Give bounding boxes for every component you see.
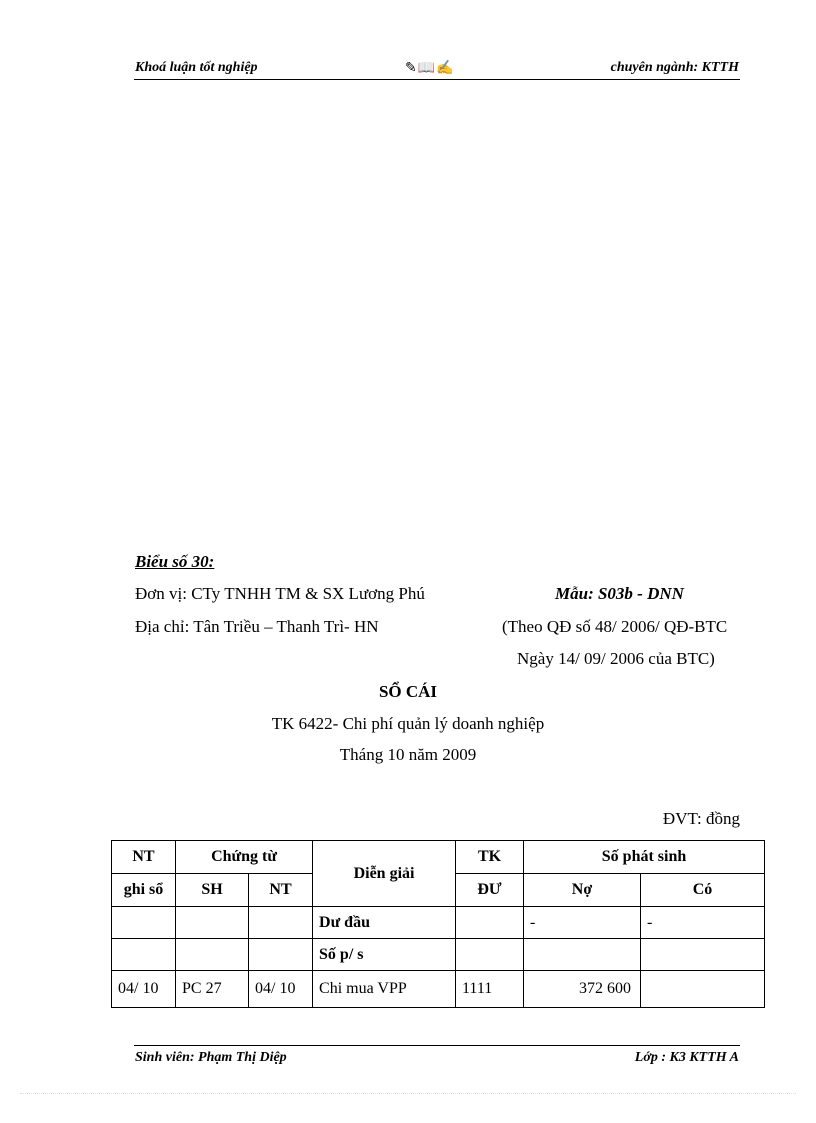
account-title: TK 6422- Chi phí quản lý doanh nghiệp bbox=[271, 714, 545, 733]
header-account: TK bbox=[456, 841, 524, 874]
page-edge-divider bbox=[20, 1093, 796, 1094]
header-description: Diễn giải bbox=[313, 841, 456, 907]
header-debit: Nợ bbox=[524, 874, 641, 907]
header-credit: Có bbox=[641, 874, 765, 907]
cell-date: 04/ 10 bbox=[112, 971, 176, 1008]
header-voucher-nt: NT bbox=[249, 874, 313, 907]
cell-nt bbox=[249, 907, 313, 939]
cell-sh bbox=[176, 907, 249, 939]
cell-description: Chi mua VPP bbox=[313, 971, 456, 1008]
cell-date bbox=[112, 939, 176, 971]
header-voucher: Chứng từ bbox=[176, 841, 313, 874]
cell-sh bbox=[176, 939, 249, 971]
cell-date bbox=[112, 907, 176, 939]
cell-description: Số p/ s bbox=[313, 939, 456, 971]
footer-student: Sinh viên: Phạm Thị Diệp bbox=[135, 1050, 287, 1065]
header-account-sub: ĐƯ bbox=[456, 874, 524, 907]
ledger-title: SỔ CÁI bbox=[378, 682, 438, 701]
cell-nt: 04/ 10 bbox=[249, 971, 313, 1008]
decision-line-1: (Theo QĐ số 48/ 2006/ QĐ-BTC bbox=[502, 617, 728, 636]
decision-line-2: Ngày 14/ 09/ 2006 của BTC) bbox=[517, 649, 715, 668]
cell-debit bbox=[524, 939, 641, 971]
header-voucher-sh: SH bbox=[176, 874, 249, 907]
form-label: Biểu số 30: bbox=[135, 552, 215, 571]
template-code: Mẫu: S03b - DNN bbox=[555, 584, 684, 603]
cell-account bbox=[456, 939, 524, 971]
table-row bbox=[112, 907, 765, 939]
header-rule bbox=[134, 79, 740, 80]
header-nt-sub: ghi sổ bbox=[112, 874, 176, 907]
address: Địa chỉ: Tân Triều – Thanh Trì- HN bbox=[135, 617, 379, 636]
footer-class: Lớp : K3 KTTH A bbox=[634, 1050, 739, 1065]
currency-unit: ĐVT: đồng bbox=[662, 809, 740, 828]
header-right: chuyên ngành: KTTH bbox=[610, 60, 739, 75]
unit-name: Đơn vị: CTy TNHH TM & SX Lương Phú bbox=[135, 584, 425, 603]
cell-credit bbox=[641, 971, 765, 1008]
footer-rule bbox=[134, 1045, 740, 1046]
table-row bbox=[112, 971, 765, 1008]
header-nt: NT bbox=[112, 841, 176, 874]
cell-nt bbox=[249, 939, 313, 971]
header-left: Khoá luận tốt nghiệp bbox=[135, 60, 258, 75]
cell-sh: PC 27 bbox=[176, 971, 249, 1008]
cell-account bbox=[456, 907, 524, 939]
cell-credit: - bbox=[641, 907, 765, 939]
table-row bbox=[112, 939, 765, 971]
period: Tháng 10 năm 2009 bbox=[339, 745, 477, 764]
cell-debit: 372 600 bbox=[524, 971, 641, 1008]
cell-credit bbox=[641, 939, 765, 971]
cell-description: Dư đầu bbox=[313, 907, 456, 939]
cell-account: 1111 bbox=[456, 971, 524, 1008]
header-amount: Số phát sinh bbox=[524, 841, 765, 874]
ledger-table bbox=[111, 840, 765, 1008]
book-ornament-icon: ✎📖✍ bbox=[405, 61, 455, 76]
cell-debit: - bbox=[524, 907, 641, 939]
